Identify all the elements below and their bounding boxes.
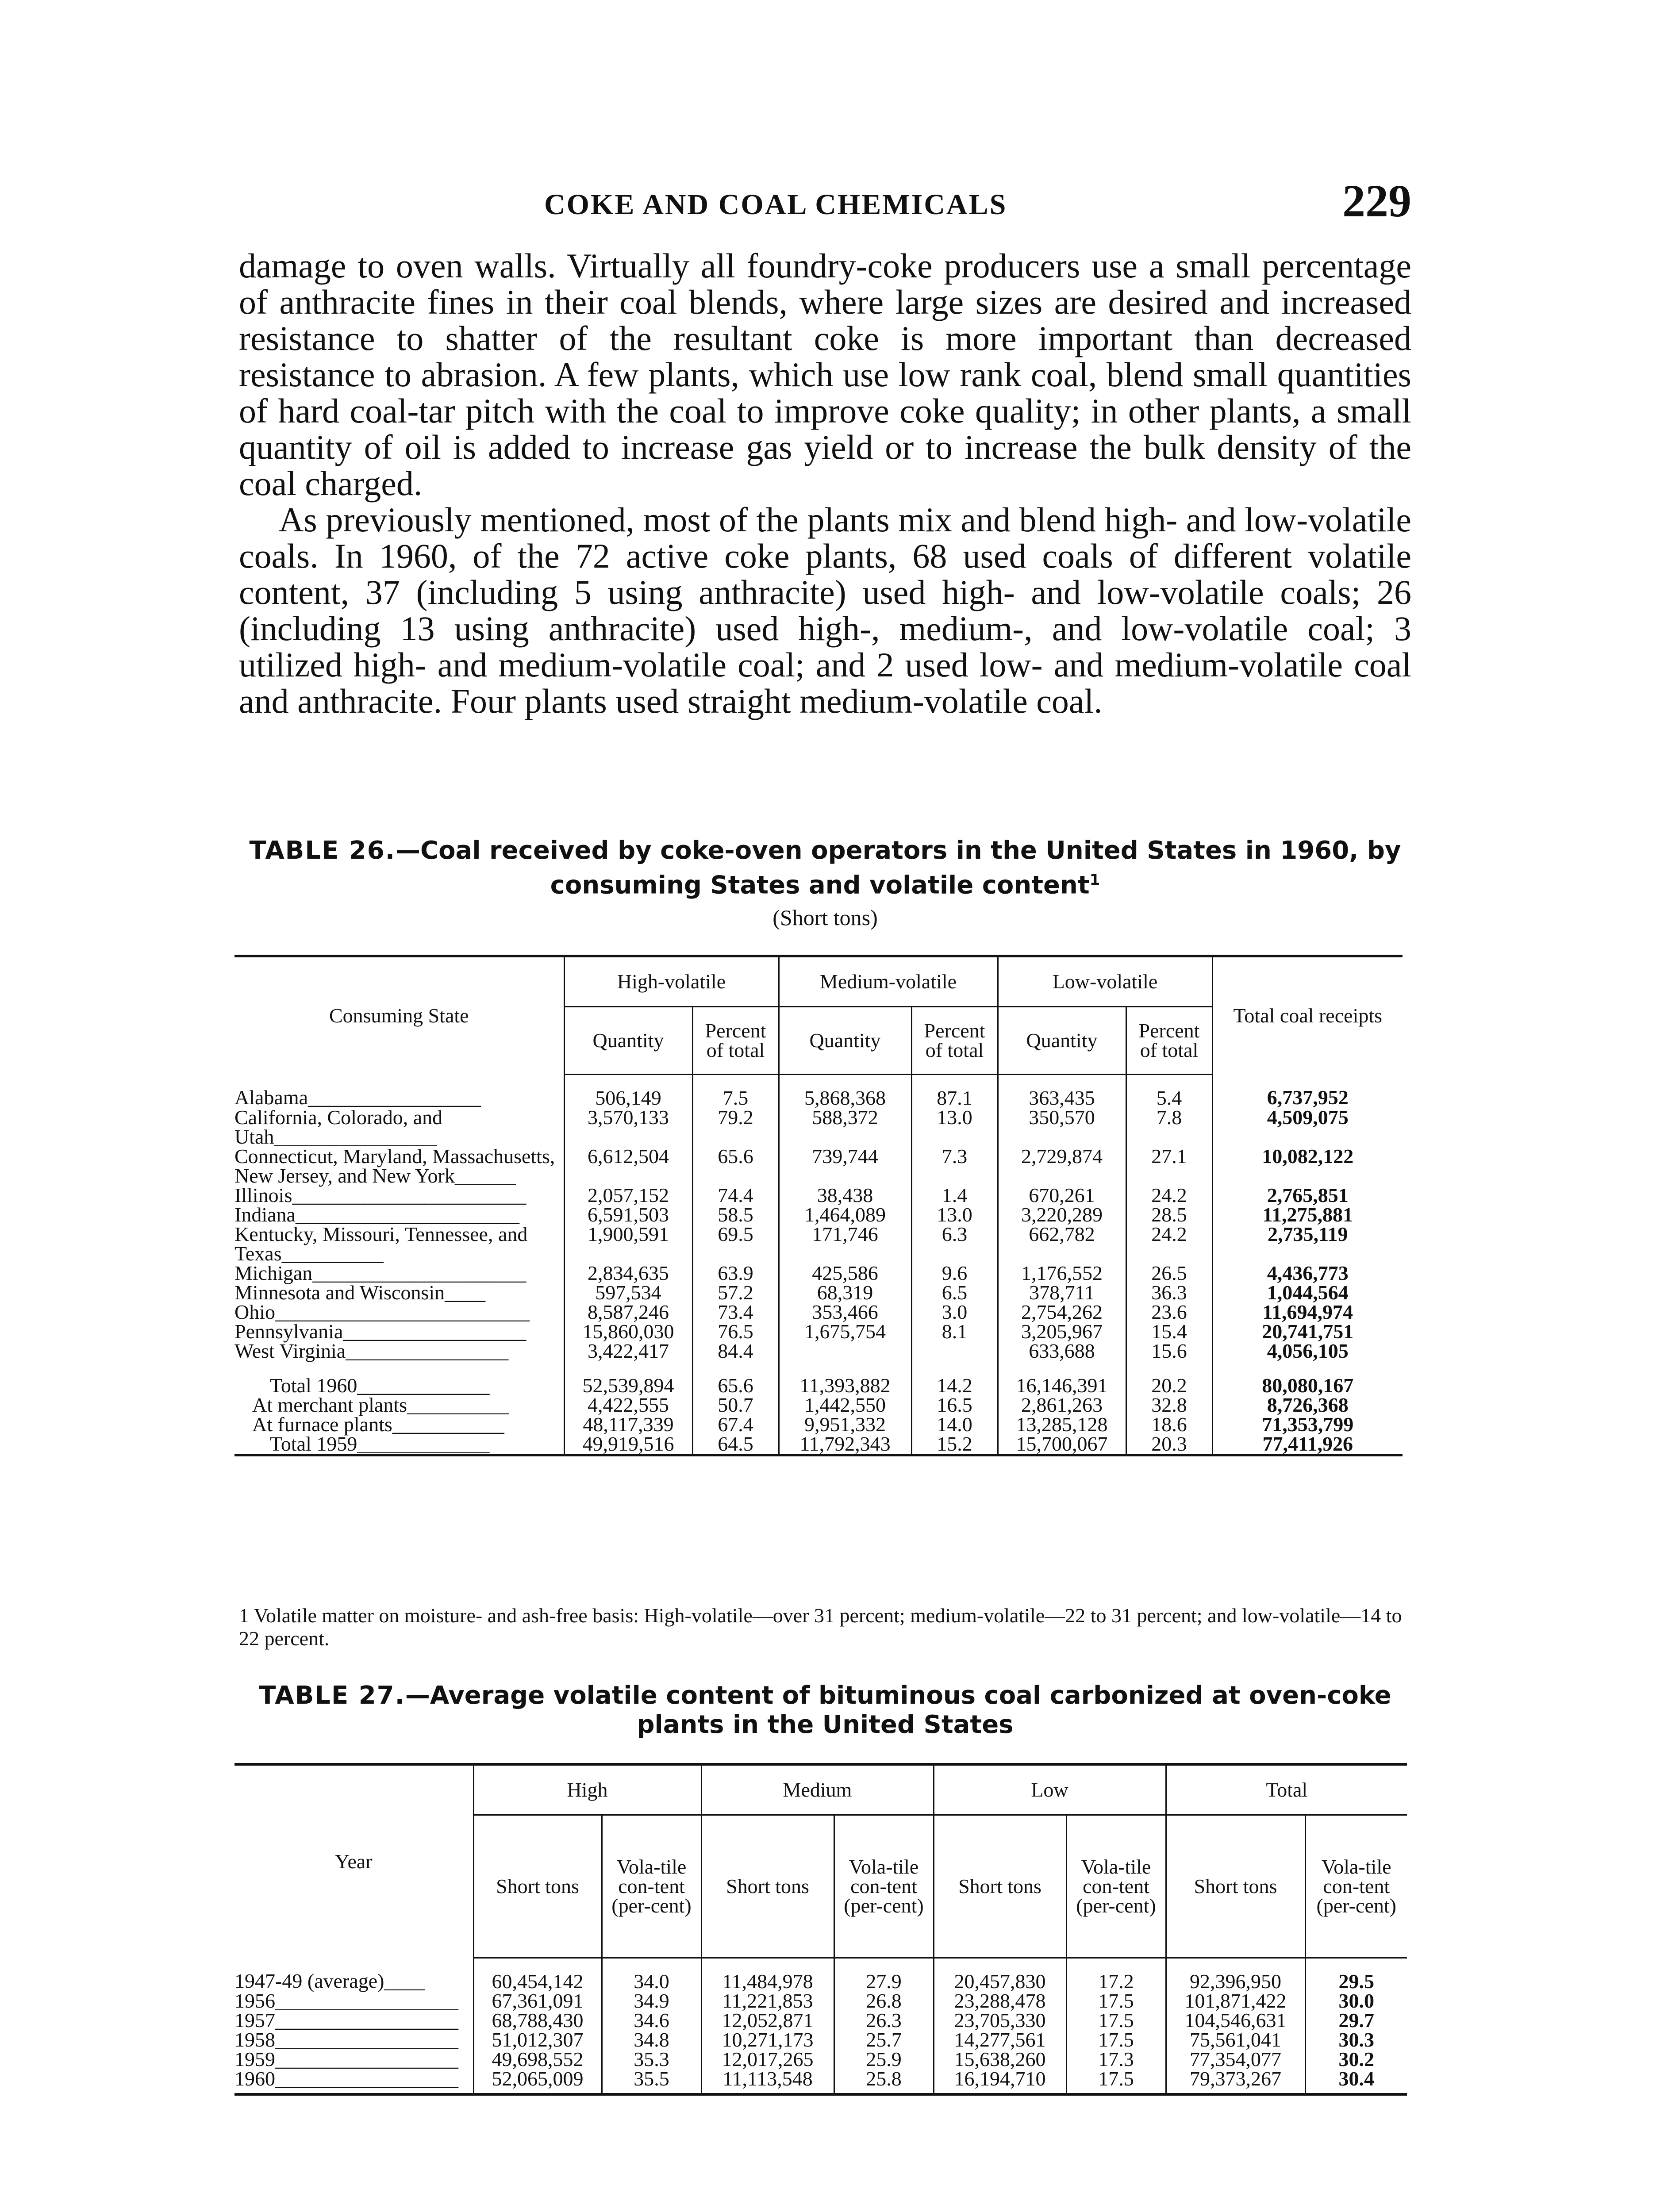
paragraph-1: damage to oven walls. Virtually all foundry-coke producers use a small percentage of anthracite fines in their coal blends, where large sizes are desired and increased resistance to shatter of the resultant coke is more important than decreased resistance to abrasion. A few plants, which use low rank coal, blend small quantities of hard coal-tar pitch with the coal to improve coke quality; in other plants, a small quantity of oil is added to increase gas yield or to increase the bulk density of the coal charged. xyxy=(239,246,1411,503)
year-cell xyxy=(234,1991,473,2011)
table-row xyxy=(234,1205,1403,1225)
table-row xyxy=(234,2050,1407,2069)
leader-dots: ______________________ xyxy=(295,1203,519,1226)
state-cell xyxy=(234,1186,564,1205)
cell-hq: 2,057,152 xyxy=(564,1186,692,1205)
col-header-high-percent: Percent of total xyxy=(692,1007,779,1075)
cell-mp: 6.3 xyxy=(911,1225,998,1263)
col-header-medium: Medium-volatile xyxy=(779,956,998,1007)
state-name: Indiana xyxy=(234,1203,296,1226)
cell-lp: 27.1 xyxy=(1126,1147,1212,1186)
spacer-cell xyxy=(998,1361,1126,1376)
cell-m: 11,484,978 xyxy=(701,1958,834,1992)
cell-mq: 1,464,089 xyxy=(779,1205,911,1225)
leader-dots: ____ xyxy=(384,1969,425,1992)
cell-m: 10,271,173 xyxy=(701,2030,834,2050)
cell-hq: 52,539,894 xyxy=(564,1376,692,1395)
table-26-label: TABLE 26. xyxy=(249,836,396,865)
cell-lq: 670,261 xyxy=(998,1186,1126,1205)
cell-mv: 25.8 xyxy=(834,2069,934,2094)
cell-lq: 363,435 xyxy=(998,1075,1126,1108)
cell-hp: 65.6 xyxy=(692,1376,779,1395)
cell-total: 77,411,926 xyxy=(1212,1434,1403,1455)
state-name: Minnesota and Wisconsin xyxy=(234,1281,445,1304)
cell-lp: 5.4 xyxy=(1126,1075,1212,1108)
table-row xyxy=(234,2011,1407,2030)
col-header-total: Total coal receipts xyxy=(1212,956,1403,1075)
year-cell xyxy=(234,2069,473,2094)
cell-tv: 30.2 xyxy=(1305,2050,1407,2069)
cell-hq: 15,860,030 xyxy=(564,1322,692,1341)
state-cell xyxy=(234,1434,564,1455)
cell-hq: 2,834,635 xyxy=(564,1263,692,1283)
cell-mv: 26.8 xyxy=(834,1991,934,2011)
state-cell xyxy=(234,1341,564,1361)
table-27 xyxy=(234,1763,1407,2096)
table-row xyxy=(234,1958,1407,1992)
table-26-body xyxy=(234,1075,1403,1455)
cell-total: 2,765,851 xyxy=(1212,1186,1403,1205)
col-header-total-volatile: Vola-tile con-tent (per-cent) xyxy=(1305,1815,1407,1958)
cell-mv: 25.7 xyxy=(834,2030,934,2050)
col-header-total: Total xyxy=(1166,1764,1407,1815)
table-26 xyxy=(234,955,1403,1456)
cell-mv: 26.3 xyxy=(834,2011,934,2030)
cell-tv: 29.5 xyxy=(1305,1958,1407,1992)
leader-dots: __________________ xyxy=(275,2048,458,2070)
leader-dots: _________________________ xyxy=(275,1301,530,1323)
col-header-low: Low xyxy=(934,1764,1166,1815)
cell-lp: 23.6 xyxy=(1126,1302,1212,1322)
cell-mp: 8.1 xyxy=(911,1322,998,1341)
year-cell xyxy=(234,1958,473,1992)
cell-m: 12,017,265 xyxy=(701,2050,834,2069)
spacer-cell xyxy=(692,1361,779,1376)
leader-dots: __________ xyxy=(281,1242,384,1265)
leader-dots: __________________ xyxy=(275,2009,458,2032)
year-label: 1956 xyxy=(234,1989,275,2012)
leader-dots: _____________ xyxy=(357,1374,490,1397)
cell-mp: 87.1 xyxy=(911,1075,998,1108)
col-header-year: Year xyxy=(334,1850,373,1873)
cell-m: 11,221,853 xyxy=(701,1991,834,2011)
table-26-title xyxy=(234,836,1416,900)
cell-lv: 17.5 xyxy=(1066,2030,1166,2050)
leader-dots: ____ xyxy=(445,1281,486,1304)
col-header-low-volatile: Vola-tile con-tent (per-cent) xyxy=(1066,1815,1166,1958)
year-label: 1960 xyxy=(234,2067,275,2090)
state-cell xyxy=(234,1283,564,1302)
cell-hp: 63.9 xyxy=(692,1263,779,1283)
cell-mp: 13.0 xyxy=(911,1205,998,1225)
body-text xyxy=(239,248,1411,719)
state-cell xyxy=(234,1205,564,1225)
cell-l: 14,277,561 xyxy=(934,2030,1066,2050)
spacer-cell xyxy=(911,1361,998,1376)
paragraph-2: As previously mentioned, most of the plants mix and blend high- and low-volatile coals. In 1960, of the 72 active coke plants, 68 used coals of different volatile content, 37 (including 5 using anthracite) used high- and low-volatile coals; 26 (including 13 using anthracite) used high-, medium-, and low-volatile coal; 3 utilized high- and medium-volatile coal; and 2 used low- and medium-volatile coal and anthracite. Four plants used straight medium-volatile coal. xyxy=(239,500,1411,720)
cell-lq: 662,782 xyxy=(998,1225,1126,1263)
state-cell xyxy=(234,1395,564,1415)
cell-lp: 24.2 xyxy=(1126,1225,1212,1263)
cell-lp: 20.2 xyxy=(1126,1376,1212,1395)
state-cell xyxy=(234,1147,564,1186)
cell-lp: 18.6 xyxy=(1126,1415,1212,1434)
spacer-cell xyxy=(1126,1361,1212,1376)
cell-mq: 5,868,368 xyxy=(779,1075,911,1108)
spacer-cell xyxy=(779,1361,911,1376)
cell-mq: 588,372 xyxy=(779,1108,911,1147)
cell-mp: 14.2 xyxy=(911,1376,998,1395)
cell-hq: 3,422,417 xyxy=(564,1341,692,1361)
year-label: 1958 xyxy=(234,2028,275,2051)
cell-hq: 597,534 xyxy=(564,1283,692,1302)
cell-t: 101,871,422 xyxy=(1166,1991,1305,2011)
table-row xyxy=(234,1075,1403,1108)
cell-mq: 68,319 xyxy=(779,1283,911,1302)
year-cell xyxy=(234,2030,473,2050)
col-header-total-tons: Short tons xyxy=(1166,1815,1305,1958)
cell-m: 12,052,871 xyxy=(701,2011,834,2030)
spacer-cell xyxy=(1212,1361,1403,1376)
cell-m: 11,113,548 xyxy=(701,2069,834,2094)
year-label: 1957 xyxy=(234,2009,275,2032)
table-27-label: TABLE 27. xyxy=(259,1681,405,1710)
state-name: At furnace plants xyxy=(252,1413,392,1436)
cell-lq: 15,700,067 xyxy=(998,1434,1126,1455)
table-row xyxy=(234,1108,1403,1147)
table-26-footnote: 1 Volatile matter on moisture- and ash-free basis: High-volatile—over 31 percent; medium-volatile—22 to 31 percent; and low-volatile—14 to 22 percent. xyxy=(239,1604,1402,1650)
state-cell xyxy=(234,1322,564,1341)
page-header xyxy=(239,175,1411,228)
col-header-high: High xyxy=(473,1764,701,1815)
cell-lq: 13,285,128 xyxy=(998,1415,1126,1434)
cell-t: 79,373,267 xyxy=(1166,2069,1305,2094)
page-number: 229 xyxy=(1342,176,1411,227)
state-cell xyxy=(234,1376,564,1395)
cell-lv: 17.3 xyxy=(1066,2050,1166,2069)
cell-l: 16,194,710 xyxy=(934,2069,1066,2094)
cell-hp: 84.4 xyxy=(692,1341,779,1361)
cell-mp: 15.2 xyxy=(911,1434,998,1455)
cell-hp: 58.5 xyxy=(692,1205,779,1225)
table-27-title xyxy=(234,1681,1416,1740)
cell-hq: 4,422,555 xyxy=(564,1395,692,1415)
cell-mp: 1.4 xyxy=(911,1186,998,1205)
cell-t: 75,561,041 xyxy=(1166,2030,1305,2050)
cell-mp xyxy=(911,1341,998,1361)
table-row xyxy=(234,1322,1403,1341)
cell-mv: 27.9 xyxy=(834,1958,934,1992)
cell-mq: 11,393,882 xyxy=(779,1376,911,1395)
cell-mq: 739,744 xyxy=(779,1147,911,1186)
leader-dots: _________________ xyxy=(308,1086,481,1109)
cell-hq: 49,919,516 xyxy=(564,1434,692,1455)
col-header-state: Consuming State xyxy=(329,1004,469,1027)
year-cell xyxy=(234,2011,473,2030)
cell-hp: 67.4 xyxy=(692,1415,779,1434)
cell-mq: 38,438 xyxy=(779,1186,911,1205)
table-row xyxy=(234,2069,1407,2094)
cell-hv: 34.0 xyxy=(602,1958,701,1992)
cell-total: 20,741,751 xyxy=(1212,1322,1403,1341)
table-27-body xyxy=(234,1958,1407,2095)
state-name: Total 1959 xyxy=(270,1432,357,1455)
cell-hv: 34.6 xyxy=(602,2011,701,2030)
table-row xyxy=(234,1415,1403,1434)
cell-hp: 74.4 xyxy=(692,1186,779,1205)
cell-total: 11,694,974 xyxy=(1212,1302,1403,1322)
cell-total: 11,275,881 xyxy=(1212,1205,1403,1225)
leader-dots: ___________ xyxy=(392,1413,504,1436)
cell-hp: 76.5 xyxy=(692,1322,779,1341)
state-name: West Virginia xyxy=(234,1340,346,1362)
leader-dots: _______________________ xyxy=(292,1184,526,1206)
cell-hv: 35.3 xyxy=(602,2050,701,2069)
cell-mp: 7.3 xyxy=(911,1147,998,1186)
year-cell xyxy=(234,2050,473,2069)
cell-mq: 171,746 xyxy=(779,1225,911,1263)
cell-hv: 34.9 xyxy=(602,1991,701,2011)
leader-dots: ______ xyxy=(454,1164,516,1187)
col-header-medium-quantity: Quantity xyxy=(779,1007,911,1075)
leader-dots: __________________ xyxy=(275,2067,458,2090)
cell-l: 23,705,330 xyxy=(934,2011,1066,2030)
table-row xyxy=(234,1395,1403,1415)
table-row xyxy=(234,1186,1403,1205)
cell-h: 52,065,009 xyxy=(473,2069,602,2094)
state-cell xyxy=(234,1415,564,1434)
cell-mq: 11,792,343 xyxy=(779,1434,911,1455)
table-row xyxy=(234,1283,1403,1302)
cell-l: 20,457,830 xyxy=(934,1958,1066,1992)
cell-h: 51,012,307 xyxy=(473,2030,602,2050)
cell-total: 1,044,564 xyxy=(1212,1283,1403,1302)
running-head: COKE AND COAL CHEMICALS xyxy=(544,188,1007,221)
cell-lv: 17.5 xyxy=(1066,2011,1166,2030)
cell-t: 92,396,950 xyxy=(1166,1958,1305,1992)
cell-total: 4,509,075 xyxy=(1212,1108,1403,1147)
cell-hp: 57.2 xyxy=(692,1283,779,1302)
cell-hp: 65.6 xyxy=(692,1147,779,1186)
cell-lp: 24.2 xyxy=(1126,1186,1212,1205)
col-header-medium-volatile: Vola-tile con-tent (per-cent) xyxy=(834,1815,934,1958)
table-row xyxy=(234,1434,1403,1455)
table-row xyxy=(234,1263,1403,1283)
col-header-low-quantity: Quantity xyxy=(998,1007,1126,1075)
table-row xyxy=(234,1225,1403,1263)
cell-h: 68,788,430 xyxy=(473,2011,602,2030)
col-header-high-quantity: Quantity xyxy=(564,1007,692,1075)
cell-lq: 633,688 xyxy=(998,1341,1126,1361)
leader-dots: __________________ xyxy=(275,2028,458,2051)
cell-h: 60,454,142 xyxy=(473,1958,602,1992)
table-row xyxy=(234,1341,1403,1361)
cell-lp: 26.5 xyxy=(1126,1263,1212,1283)
cell-hq: 1,900,591 xyxy=(564,1225,692,1263)
cell-t: 104,546,631 xyxy=(1166,2011,1305,2030)
cell-hq: 506,149 xyxy=(564,1075,692,1108)
cell-hq: 48,117,339 xyxy=(564,1415,692,1434)
cell-lq: 3,205,967 xyxy=(998,1322,1126,1341)
cell-mq: 9,951,332 xyxy=(779,1415,911,1434)
cell-mq: 1,442,550 xyxy=(779,1395,911,1415)
cell-hp: 73.4 xyxy=(692,1302,779,1322)
cell-hp: 50.7 xyxy=(692,1395,779,1415)
state-cell xyxy=(234,1108,564,1147)
cell-hq: 8,587,246 xyxy=(564,1302,692,1322)
state-name: Kentucky, Missouri, Tennessee, and Texas xyxy=(234,1223,528,1265)
cell-mq: 353,466 xyxy=(779,1302,911,1322)
leader-dots: __________ xyxy=(407,1394,509,1416)
col-header-low-percent: Percent of total xyxy=(1126,1007,1212,1075)
cell-tv: 29.7 xyxy=(1305,2011,1407,2030)
cell-tv: 30.4 xyxy=(1305,2069,1407,2094)
cell-total: 80,080,167 xyxy=(1212,1376,1403,1395)
cell-hv: 34.8 xyxy=(602,2030,701,2050)
table-row xyxy=(234,1376,1403,1395)
cell-mq xyxy=(779,1341,911,1361)
state-cell xyxy=(234,1075,564,1108)
cell-hq: 6,612,504 xyxy=(564,1147,692,1186)
cell-mp: 6.5 xyxy=(911,1283,998,1302)
spacer-cell xyxy=(564,1361,692,1376)
col-header-medium-tons: Short tons xyxy=(701,1815,834,1958)
state-cell xyxy=(234,1225,564,1263)
leader-dots: _____________ xyxy=(357,1432,490,1455)
col-header-high-tons: Short tons xyxy=(473,1815,602,1958)
table-26-units: (Short tons) xyxy=(772,905,878,930)
cell-lp: 7.8 xyxy=(1126,1108,1212,1147)
spacer-cell xyxy=(234,1361,564,1376)
cell-lq: 3,220,289 xyxy=(998,1205,1126,1225)
cell-total: 8,726,368 xyxy=(1212,1395,1403,1415)
table-26-footnote-mark: 1 xyxy=(1089,871,1100,889)
cell-lq: 2,729,874 xyxy=(998,1147,1126,1186)
cell-lp: 28.5 xyxy=(1126,1205,1212,1225)
cell-hp: 64.5 xyxy=(692,1434,779,1455)
cell-h: 49,698,552 xyxy=(473,2050,602,2069)
col-header-high-volatile: Vola-tile con-tent (per-cent) xyxy=(602,1815,701,1958)
cell-t: 77,354,077 xyxy=(1166,2050,1305,2069)
cell-h: 67,361,091 xyxy=(473,1991,602,2011)
cell-lv: 17.2 xyxy=(1066,1958,1166,1992)
state-name: At merchant plants xyxy=(252,1394,407,1416)
cell-lv: 17.5 xyxy=(1066,1991,1166,2011)
state-cell xyxy=(234,1302,564,1322)
state-name: Pennsylvania xyxy=(234,1320,343,1343)
state-name: Connecticut, Maryland, Massachusetts, New Jersey, and New York xyxy=(234,1145,555,1187)
cell-hq: 3,570,133 xyxy=(564,1108,692,1147)
cell-total: 2,735,119 xyxy=(1212,1225,1403,1263)
cell-lq: 2,861,263 xyxy=(998,1395,1126,1415)
table-row xyxy=(234,1991,1407,2011)
state-name: California, Colorado, and Utah xyxy=(234,1106,443,1148)
cell-total: 10,082,122 xyxy=(1212,1147,1403,1186)
state-cell xyxy=(234,1263,564,1283)
cell-mq: 1,675,754 xyxy=(779,1322,911,1341)
cell-mv: 25.9 xyxy=(834,2050,934,2069)
cell-lp: 36.3 xyxy=(1126,1283,1212,1302)
cell-total: 71,353,799 xyxy=(1212,1415,1403,1434)
cell-lq: 16,146,391 xyxy=(998,1376,1126,1395)
col-header-low-tons: Short tons xyxy=(934,1815,1066,1958)
cell-lq: 378,711 xyxy=(998,1283,1126,1302)
table-row xyxy=(234,1147,1403,1186)
col-header-medium: Medium xyxy=(701,1764,934,1815)
table-27-title-text: —Average volatile content of bituminous coal carbonized at oven-coke plants in the United States xyxy=(405,1681,1391,1739)
state-name: Alabama xyxy=(234,1086,308,1109)
state-name: Michigan xyxy=(234,1262,313,1284)
cell-mp: 13.0 xyxy=(911,1108,998,1147)
cell-mp: 3.0 xyxy=(911,1302,998,1322)
cell-hp: 7.5 xyxy=(692,1075,779,1108)
cell-lq: 2,754,262 xyxy=(998,1302,1126,1322)
cell-l: 23,288,478 xyxy=(934,1991,1066,2011)
leader-dots: __________________ xyxy=(275,1989,458,2012)
col-header-medium-percent: Percent of total xyxy=(911,1007,998,1075)
leader-dots: _____________________ xyxy=(312,1262,526,1284)
cell-lp: 20.3 xyxy=(1126,1434,1212,1455)
cell-l: 15,638,260 xyxy=(934,2050,1066,2069)
cell-lp: 32.8 xyxy=(1126,1395,1212,1415)
table-row xyxy=(234,1302,1403,1322)
spacer-row xyxy=(234,1361,1403,1376)
table-row xyxy=(234,2030,1407,2050)
cell-hp: 79.2 xyxy=(692,1108,779,1147)
cell-lq: 350,570 xyxy=(998,1108,1126,1147)
col-header-high: High-volatile xyxy=(564,956,779,1007)
cell-lp: 15.4 xyxy=(1126,1322,1212,1341)
cell-total: 6,737,952 xyxy=(1212,1075,1403,1108)
state-name: Total 1960 xyxy=(270,1374,357,1397)
cell-lp: 15.6 xyxy=(1126,1341,1212,1361)
leader-dots: ________________ xyxy=(274,1125,437,1148)
year-label: 1947-49 (average) xyxy=(234,1969,384,1992)
cell-mp: 16.5 xyxy=(911,1395,998,1415)
cell-tv: 30.3 xyxy=(1305,2030,1407,2050)
cell-total: 4,056,105 xyxy=(1212,1341,1403,1361)
cell-hp: 69.5 xyxy=(692,1225,779,1263)
table-26-title-text: —Coal received by coke-oven operators in the United States in 1960, by consuming States and volatile content xyxy=(395,836,1401,900)
state-name: Ohio xyxy=(234,1301,275,1323)
cell-lv: 17.5 xyxy=(1066,2069,1166,2094)
year-label: 1959 xyxy=(234,2048,275,2070)
state-name: Illinois xyxy=(234,1184,292,1206)
cell-hq: 6,591,503 xyxy=(564,1205,692,1225)
cell-mq: 425,586 xyxy=(779,1263,911,1283)
cell-mp: 9.6 xyxy=(911,1263,998,1283)
cell-hv: 35.5 xyxy=(602,2069,701,2094)
leader-dots: ________________ xyxy=(346,1340,509,1362)
leader-dots: __________________ xyxy=(343,1320,526,1343)
cell-tv: 30.0 xyxy=(1305,1991,1407,2011)
col-header-low: Low-volatile xyxy=(998,956,1212,1007)
cell-lq: 1,176,552 xyxy=(998,1263,1126,1283)
cell-total: 4,436,773 xyxy=(1212,1263,1403,1283)
cell-mp: 14.0 xyxy=(911,1415,998,1434)
